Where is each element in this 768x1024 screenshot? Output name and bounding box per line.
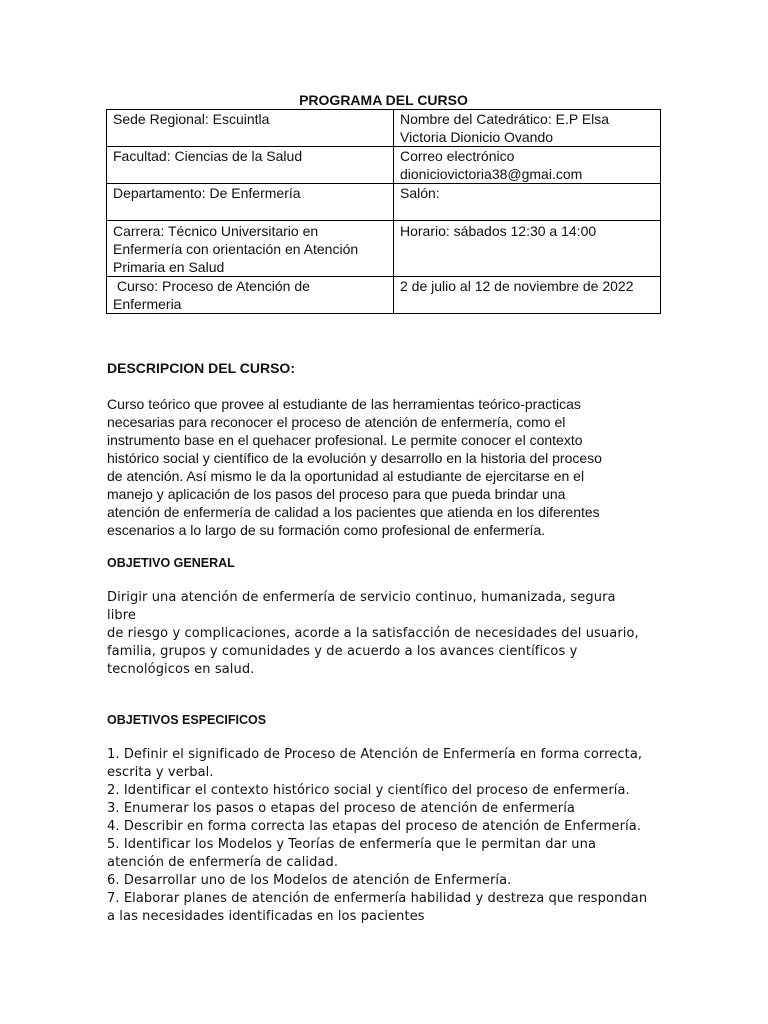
paragraph-line: familia, grupos y comunidades y de acuerdo a los avances científicos y	[107, 644, 578, 659]
descripcion-paragraph	[107, 395, 667, 539]
list-item: 2. Identificar el contexto histórico social y científico del proceso de enfermería.	[107, 783, 630, 798]
paragraph-line: Curso teórico que provee al estudiante de las herramientas teórico-practicas	[107, 396, 581, 412]
table-cell-correo	[394, 147, 661, 184]
section-heading-objetivo-general: OBJETIVO GENERAL	[107, 556, 235, 570]
table-cell-salon	[394, 184, 661, 221]
cell-line: Curso: Proceso de Atención de	[113, 278, 310, 294]
cell-line: Sede Regional: Escuintla	[113, 111, 270, 127]
table-row	[107, 110, 661, 147]
section-heading-descripcion: DESCRIPCION DEL CURSO:	[107, 360, 295, 376]
cell-line: 2 de julio al 12 de noviembre de 2022	[400, 278, 634, 294]
table-row	[107, 277, 661, 314]
table-cell-facultad	[107, 147, 394, 184]
table-cell-curso	[107, 277, 394, 314]
table-cell-fechas	[394, 277, 661, 314]
list-item: 6. Desarrollar uno de los Modelos de atención de Enfermería.	[107, 873, 512, 888]
paragraph-line: manejo y aplicación de los pasos del proceso para que pueda brindar una	[107, 486, 566, 502]
cell-line: Victoria Dionicio Ovando	[400, 129, 554, 145]
table-cell-departamento	[107, 184, 394, 221]
cell-line: Carrera: Técnico Universitario en	[113, 223, 319, 239]
table-row	[107, 221, 661, 277]
cell-line: Enfermeria	[113, 296, 182, 312]
cell-line: Correo electrónico	[400, 148, 515, 164]
cell-line: Salón:	[400, 185, 440, 201]
list-item: 3. Enumerar los pasos o etapas del proceso de atención de enfermería	[107, 801, 575, 816]
cell-line: Nombre del Catedrático: E.P Elsa	[400, 111, 610, 127]
paragraph-line: de atención. Así mismo le da la oportunidad al estudiante de ejercitarse en el	[107, 468, 585, 484]
list-item: 4. Describir en forma correcta las etapas del proceso de atención de Enfermería.	[107, 819, 642, 834]
table-row	[107, 184, 661, 221]
cell-line: Departamento: De Enfermería	[113, 185, 301, 201]
paragraph-line: tecnológicos en salud.	[107, 662, 255, 677]
paragraph-line: libre	[107, 608, 137, 623]
paragraph-line: instrumento base en el quehacer profesional. Le permite conocer el contexto	[107, 432, 583, 448]
table-cell-sede	[107, 110, 394, 147]
objetivo-general-paragraph	[107, 589, 667, 679]
document-title: PROGRAMA DEL CURSO	[299, 92, 468, 108]
list-item: atención de enfermería de calidad.	[107, 855, 339, 870]
table-cell-horario	[394, 221, 661, 277]
table-cell-carrera	[107, 221, 394, 277]
list-item: 5. Identificar los Modelos y Teorías de enfermería que le permitan dar una	[107, 837, 597, 852]
list-item: 1. Definir el significado de Proceso de Atención de Enfermería en forma correcta,	[107, 747, 643, 762]
table-cell-catedratico	[394, 110, 661, 147]
course-info-table	[106, 109, 661, 314]
list-item: a las necesidades identificadas en los pacientes	[107, 909, 425, 924]
objetivos-especificos-list	[107, 746, 667, 926]
paragraph-line: escenarios a lo largo de su formación como profesional de enfermería.	[107, 522, 546, 538]
paragraph-line: necesarias para reconocer el proceso de atención de enfermería, como el	[107, 414, 566, 430]
paragraph-line: Dirigir una atención de enfermería de servicio continuo, humanizada, segura	[107, 590, 616, 605]
cell-line: Horario: sábados 12:30 a 14:00	[400, 223, 597, 239]
cell-line: Facultad: Ciencias de la Salud	[113, 148, 303, 164]
section-heading-objetivos-especificos: OBJETIVOS ESPECIFICOS	[107, 713, 267, 727]
cell-line: Enfermería con orientación en Atención	[113, 241, 359, 257]
paragraph-line: atención de enfermería de calidad a los pacientes que atienda en los diferentes	[107, 504, 600, 520]
cell-line: Primaria en Salud	[113, 259, 225, 275]
email-address: dioniciovictoria38@gmai.com	[400, 166, 583, 182]
list-item: escrita y verbal.	[107, 765, 214, 780]
paragraph-line: histórico social y científico de la evolución y desarrollo en la historia del proceso	[107, 450, 602, 466]
paragraph-line: de riesgo y complicaciones, acorde a la satisfacción de necesidades del usuario,	[107, 626, 639, 641]
list-item: 7. Elaborar planes de atención de enfermería habilidad y destreza que respondan	[107, 891, 648, 906]
table-row	[107, 147, 661, 184]
